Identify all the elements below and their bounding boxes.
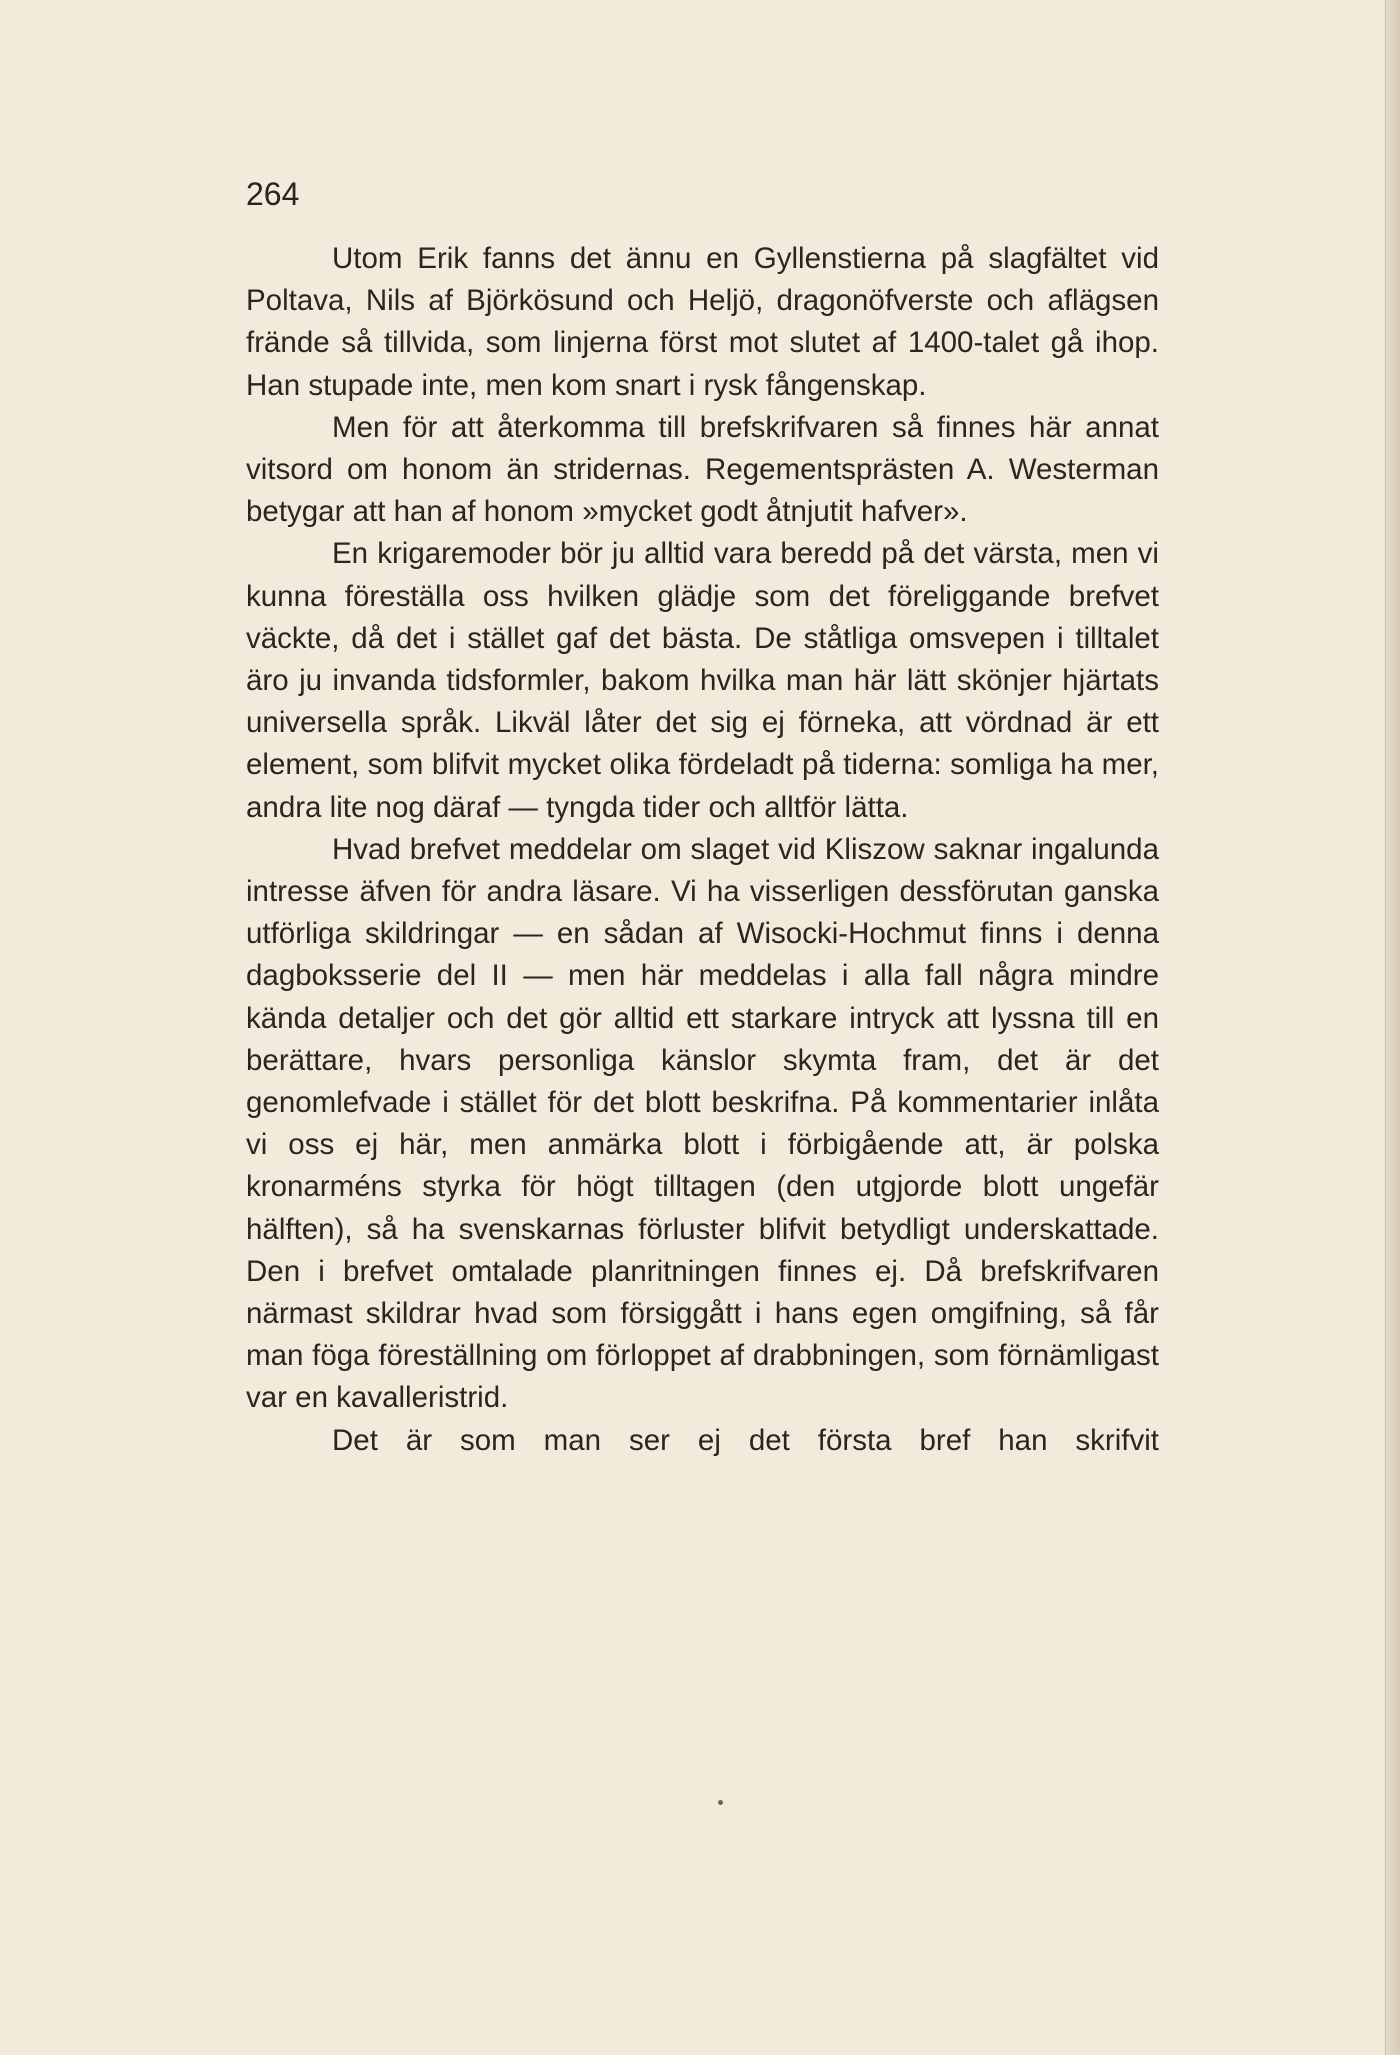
page-edge xyxy=(1385,0,1400,2055)
paragraph-4: Hvad brefvet meddelar om slaget vid Kliszow saknar ingalunda intresse äfven för andra läsare. Vi ha visserligen dessförutan ganska utförliga skildringar — en sådan af Wisocki-Hochmut finns i denna dagboksserie del II — men här meddelas i alla fall några mindre kända detaljer och det gör alltid ett starkare intryck att lyssna till en berättare, hvars personliga känslor skymta fram, det är det genomlefvade i stället för det blott beskrifna. På kommentarier inlåta vi oss ej här, men anmärka blott i förbigående att, är polska kronarméns styrka för högt tilltagen (den utgjorde blott ungefär hälften), så ha svenskarnas förluster blifvit betydligt underskattade. Den i brefvet omtalade planritningen finnes ej. Då brefskrifvaren närmast skildrar hvad som försiggått i hans egen omgifning, så får man föga föreställning om förloppet af drabbningen, som förnämligast var en kavalleristrid. xyxy=(246,832,1159,1415)
body-text xyxy=(246,238,1159,1462)
paragraph-2: Men för att återkomma till brefskrifvaren så finnes här annat vitsord om honom än stridernas. Regementsprästen A. Westerman betygar att han af honom »mycket godt åtnjutit hafver». xyxy=(246,410,1159,529)
paragraph-1: Utom Erik fanns det ännu en Gyllenstierna på slagfältet vid Poltava, Nils af Björkösund och Heljö, dragonöfverste och aflägsen frände så tillvida, som linjerna först mot slutet af 1400-talet gå ihop. Han stupade inte, men kom snart i rysk fångenskap. xyxy=(246,242,1159,402)
paragraph-3: En krigaremoder bör ju alltid vara beredd på det värsta, men vi kunna föreställa oss hvilken glädje som det föreliggande brefvet väckte, då det i stället gaf det bästa. De ståtliga omsvepen i tilltalet äro ju invanda tidsformler, bakom hvilka man här lätt skönjer hjärtats universella språk. Likväl låter det sig ej förneka, att vördnad är ett element, som blifvit mycket olika fördeladt på tiderna: somliga ha mer, andra lite nog däraf — tyngda tider och alltför lätta. xyxy=(246,537,1159,824)
paragraph-5: Det är som man ser ej det första bref han skrifvit xyxy=(332,1423,1159,1457)
page-number: 264 xyxy=(246,176,300,212)
ink-speck xyxy=(718,1800,723,1805)
